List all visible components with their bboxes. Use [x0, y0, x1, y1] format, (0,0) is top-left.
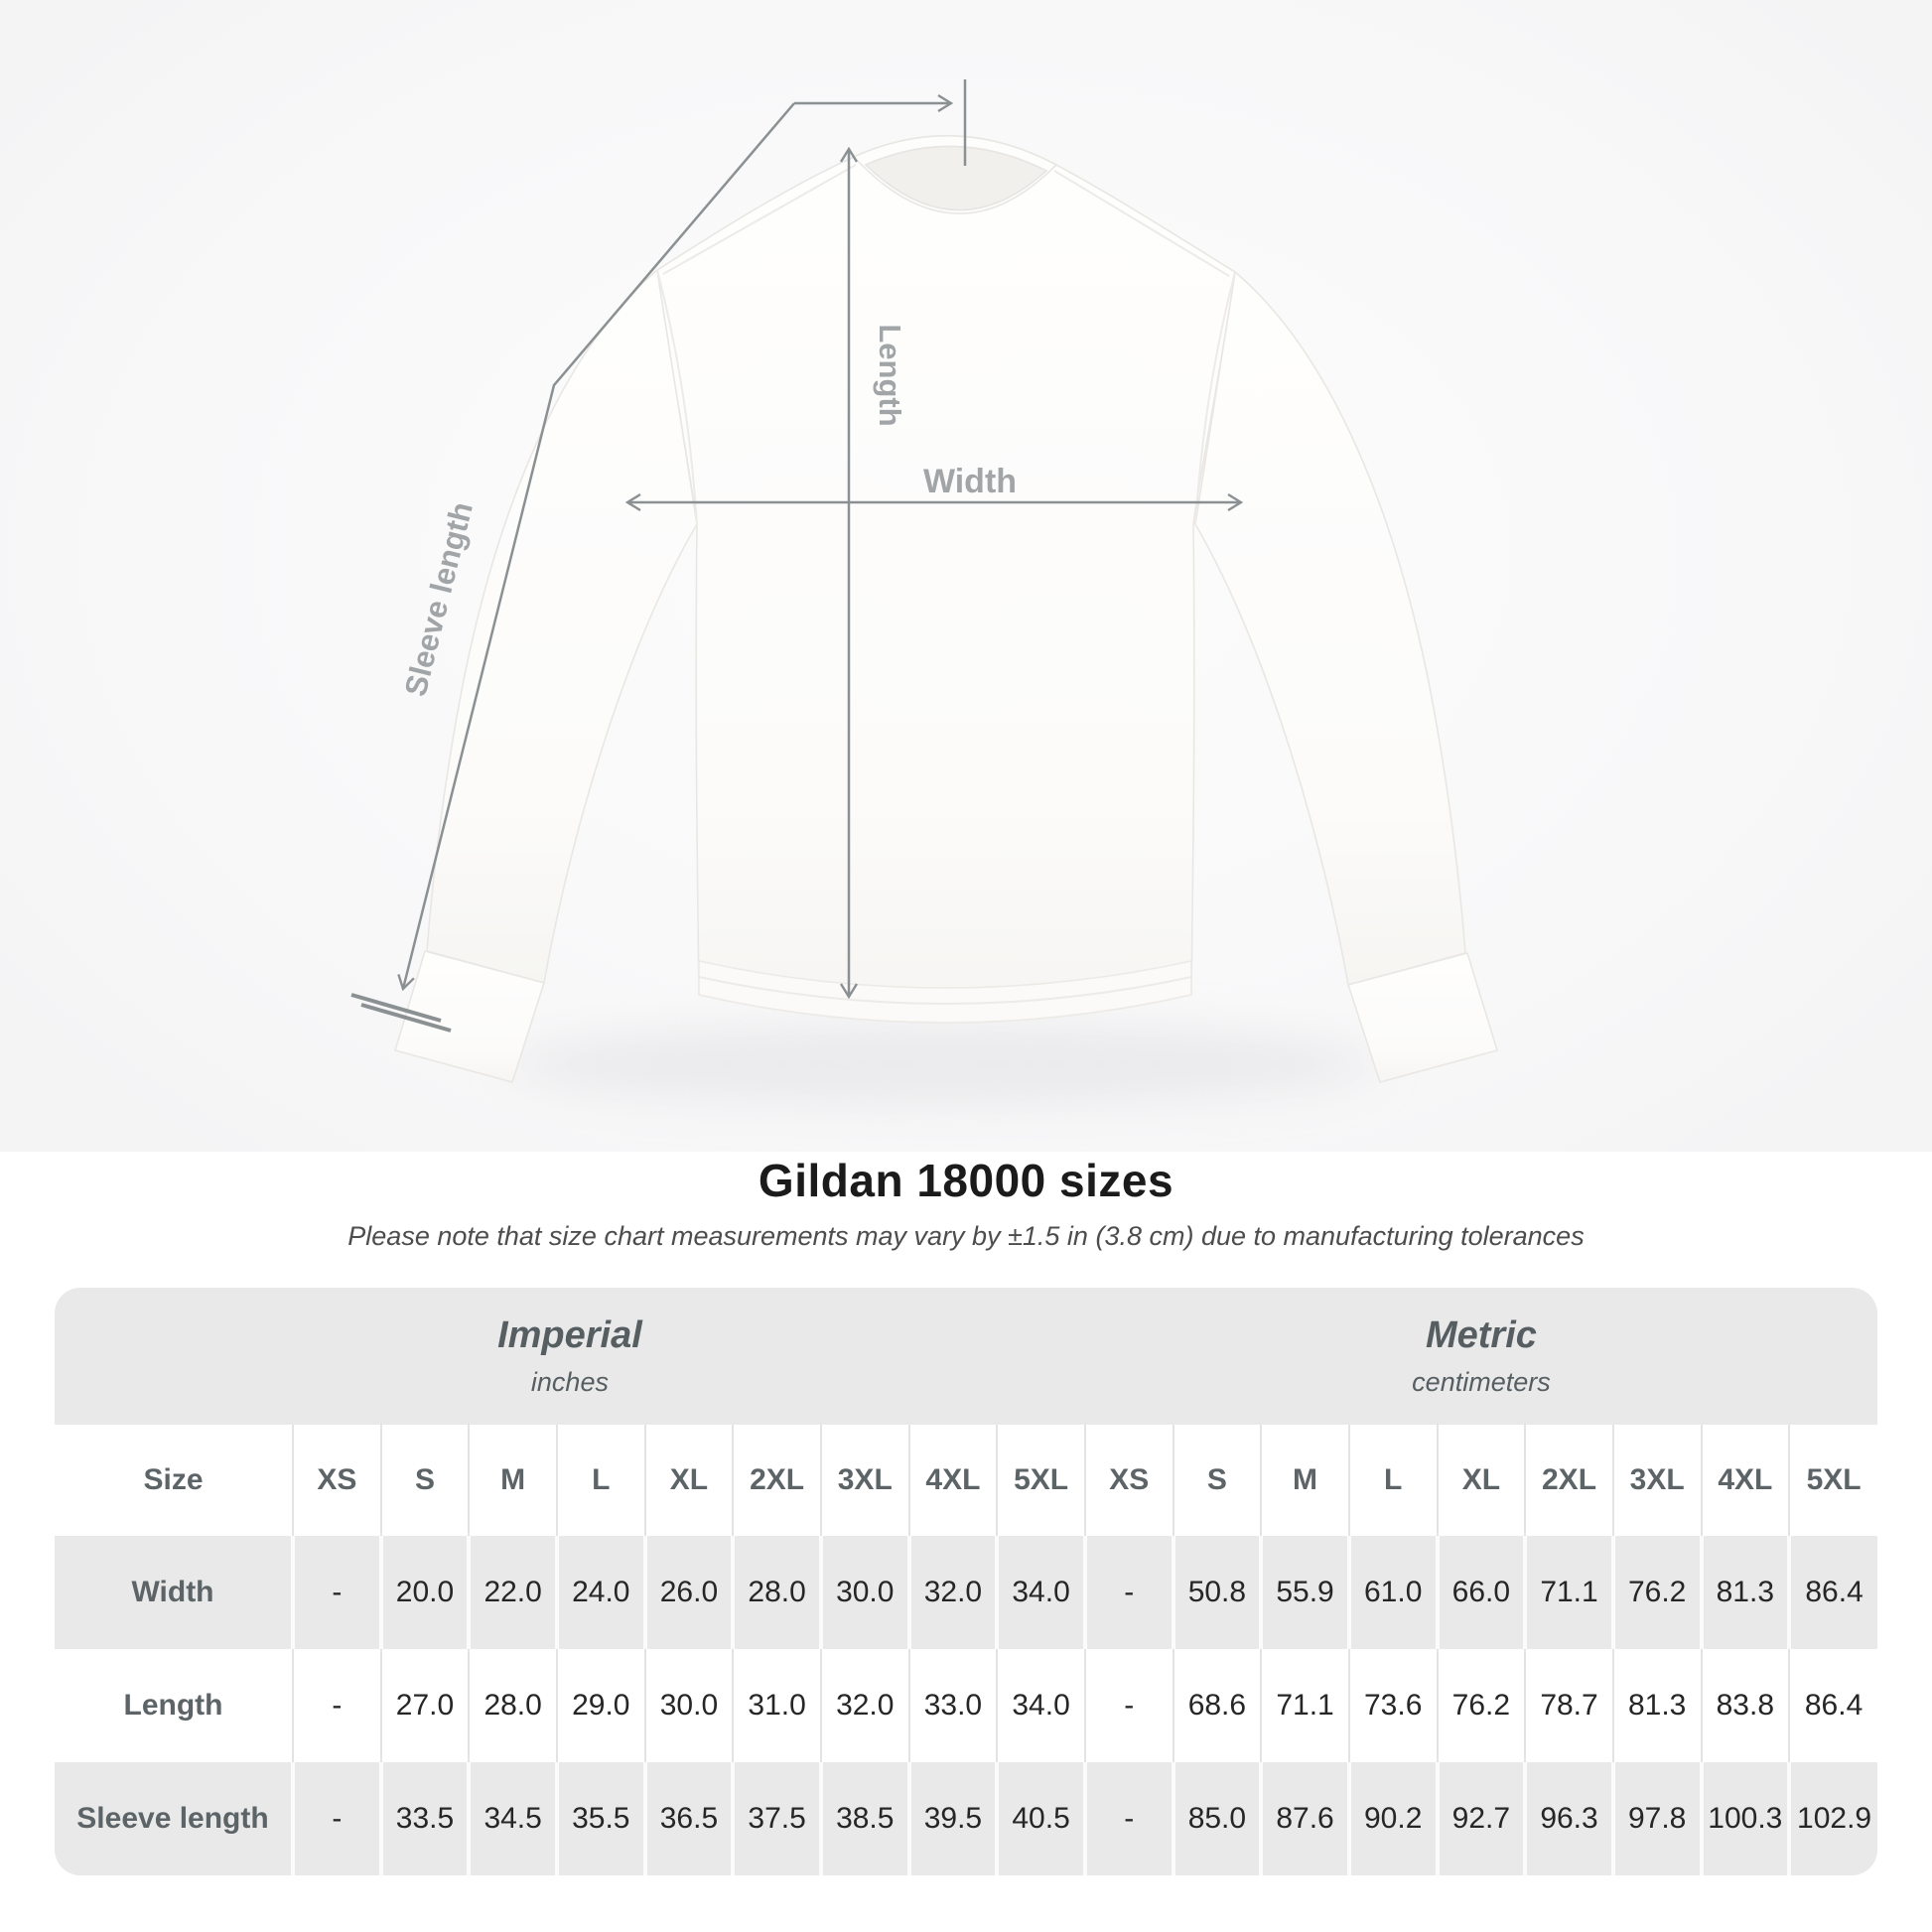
value-cell: 83.8 [1702, 1649, 1790, 1762]
size-header-imperial-5xl: 5XL [997, 1425, 1085, 1536]
value-cell: - [293, 1536, 381, 1649]
value-cell: - [1085, 1536, 1173, 1649]
page-title: Gildan 18000 sizes [758, 1155, 1174, 1206]
value-cell: 34.0 [997, 1649, 1085, 1762]
value-cell: - [293, 1762, 381, 1875]
size-header-imperial-xl: XL [645, 1425, 734, 1536]
value-cell: 68.6 [1173, 1649, 1262, 1762]
value-cell: - [1085, 1649, 1173, 1762]
value-cell: 39.5 [909, 1762, 998, 1875]
value-cell: 73.6 [1349, 1649, 1438, 1762]
value-cell: 100.3 [1702, 1762, 1790, 1875]
value-cell: 38.5 [821, 1762, 909, 1875]
value-cell: 86.4 [1789, 1649, 1877, 1762]
value-cell: 34.5 [469, 1762, 557, 1875]
size-chart-table [55, 1288, 1877, 1875]
size-header-imperial-m: M [469, 1425, 557, 1536]
tolerance-note: Please note that size chart measurements may vary by ±1.5 in (3.8 cm) due to manufacturing tolerances [347, 1221, 1585, 1251]
measurement-row [55, 1762, 1877, 1875]
size-chart-card [55, 1288, 1877, 1875]
value-cell: 78.7 [1525, 1649, 1613, 1762]
value-cell: 35.5 [557, 1762, 645, 1875]
value-cell: 81.3 [1702, 1536, 1790, 1649]
size-header-row [55, 1425, 1877, 1536]
measurement-row [55, 1649, 1877, 1762]
imperial-header-cell [55, 1288, 1085, 1425]
size-header-metric-4xl: 4XL [1702, 1425, 1790, 1536]
value-cell: - [1085, 1762, 1173, 1875]
value-cell: 90.2 [1349, 1762, 1438, 1875]
size-header-imperial-l: L [557, 1425, 645, 1536]
value-cell: 37.5 [733, 1762, 821, 1875]
size-header-metric-3xl: 3XL [1613, 1425, 1702, 1536]
value-cell: 32.0 [909, 1536, 998, 1649]
value-cell: 30.0 [821, 1536, 909, 1649]
metric-header-cell [1085, 1288, 1877, 1425]
imperial-unit: inches [530, 1367, 609, 1397]
value-cell: 28.0 [733, 1536, 821, 1649]
value-cell: 97.8 [1613, 1762, 1702, 1875]
value-cell: 33.0 [909, 1649, 998, 1762]
value-cell: 76.2 [1438, 1649, 1526, 1762]
value-cell: 50.8 [1173, 1536, 1262, 1649]
size-header-imperial-4xl: 4XL [909, 1425, 998, 1536]
unit-header-row [55, 1288, 1877, 1425]
sweatshirt-shadow [506, 1023, 1380, 1106]
size-header-metric-2xl: 2XL [1525, 1425, 1613, 1536]
size-column-header: Size [143, 1463, 204, 1496]
value-cell: 71.1 [1261, 1649, 1349, 1762]
metric-unit: centimeters [1412, 1367, 1551, 1397]
row-label: Width [131, 1576, 214, 1608]
size-header-metric-5xl: 5XL [1789, 1425, 1877, 1536]
size-header-imperial-xs: XS [293, 1425, 381, 1536]
size-header-imperial-3xl: 3XL [821, 1425, 909, 1536]
value-cell: 24.0 [557, 1536, 645, 1649]
value-cell: 66.0 [1438, 1536, 1526, 1649]
value-cell: 28.0 [469, 1649, 557, 1762]
value-cell: 85.0 [1173, 1762, 1262, 1875]
sleeve-length-label: Sleeve length [397, 498, 480, 700]
value-cell: 22.0 [469, 1536, 557, 1649]
value-cell: 40.5 [997, 1762, 1085, 1875]
value-cell: 76.2 [1613, 1536, 1702, 1649]
imperial-header: Imperial [497, 1314, 642, 1356]
value-cell: 55.9 [1261, 1536, 1349, 1649]
value-cell: 32.0 [821, 1649, 909, 1762]
size-header-metric-l: L [1349, 1425, 1438, 1536]
value-cell: 33.5 [381, 1762, 470, 1875]
row-label: Sleeve length [76, 1802, 269, 1835]
width-label: Width [922, 463, 1018, 500]
value-cell: - [293, 1649, 381, 1762]
value-cell: 29.0 [557, 1649, 645, 1762]
value-cell: 81.3 [1613, 1649, 1702, 1762]
size-header-metric-xl: XL [1438, 1425, 1526, 1536]
length-label: Length [873, 324, 907, 427]
sweatshirt-photo [395, 136, 1497, 1082]
row-label: Length [123, 1689, 223, 1722]
value-cell: 20.0 [381, 1536, 470, 1649]
size-header-imperial-s: S [381, 1425, 470, 1536]
value-cell: 87.6 [1261, 1762, 1349, 1875]
value-cell: 92.7 [1438, 1762, 1526, 1875]
measurement-row [55, 1536, 1877, 1649]
value-cell: 102.9 [1789, 1762, 1877, 1875]
size-header-metric-xs: XS [1085, 1425, 1173, 1536]
value-cell: 71.1 [1525, 1536, 1613, 1649]
value-cell: 30.0 [645, 1649, 734, 1762]
size-header-metric-m: M [1261, 1425, 1349, 1536]
value-cell: 96.3 [1525, 1762, 1613, 1875]
size-header-imperial-2xl: 2XL [733, 1425, 821, 1536]
value-cell: 36.5 [645, 1762, 734, 1875]
value-cell: 27.0 [381, 1649, 470, 1762]
metric-header: Metric [1425, 1314, 1537, 1356]
size-header-metric-s: S [1173, 1425, 1262, 1536]
value-cell: 31.0 [733, 1649, 821, 1762]
value-cell: 34.0 [997, 1536, 1085, 1649]
value-cell: 26.0 [645, 1536, 734, 1649]
value-cell: 61.0 [1349, 1536, 1438, 1649]
value-cell: 86.4 [1789, 1536, 1877, 1649]
